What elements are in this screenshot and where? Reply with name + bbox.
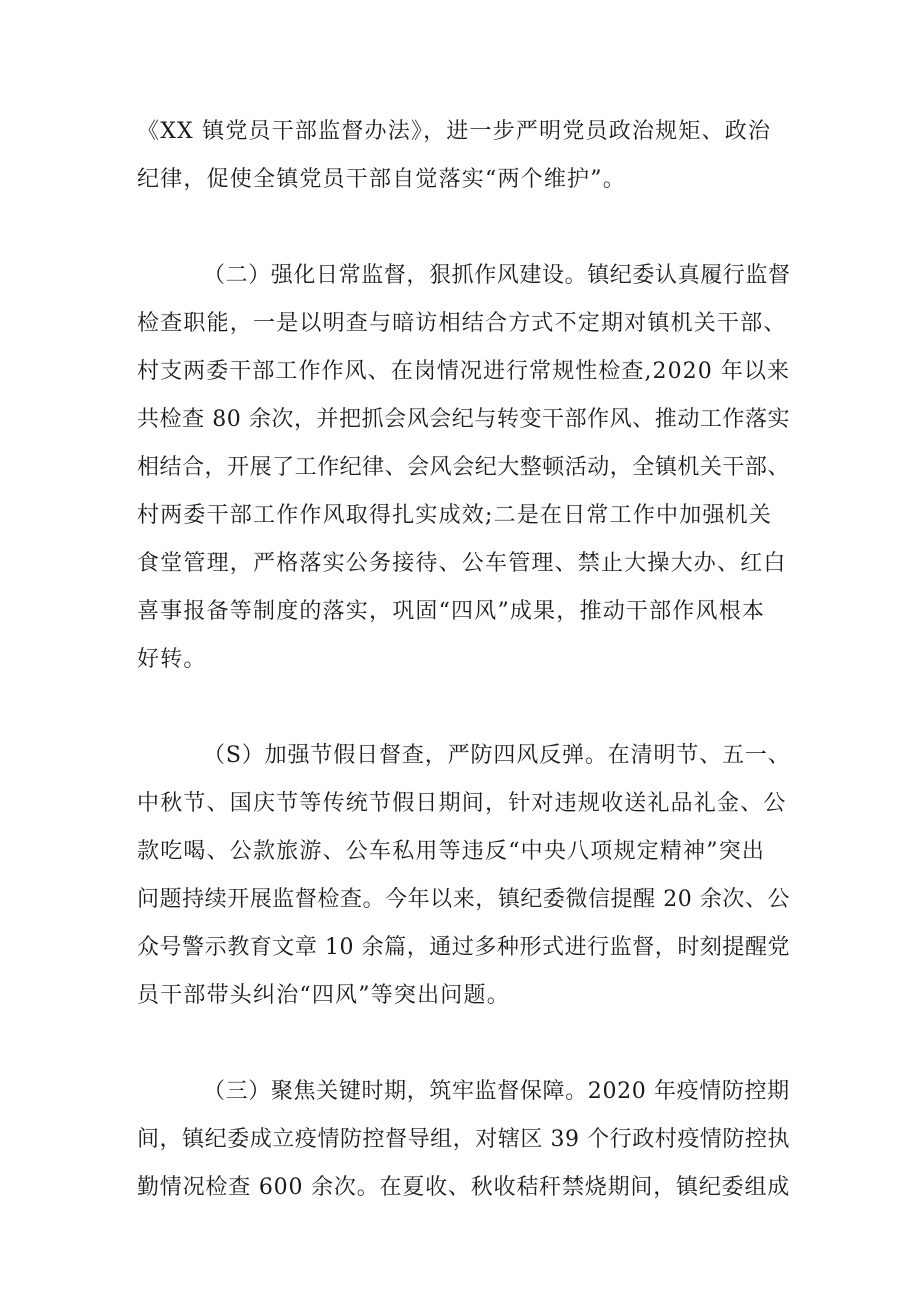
- paragraph-line: 纪律，促使全镇党员干部自觉落实“两个维护”。: [137, 167, 626, 192]
- paragraph-line: 中秋节、国庆节等传统节假日期间，针对违规收送礼品礼金、公: [137, 791, 787, 816]
- paragraph-line: （二）强化日常监督，狠抓作风建设。镇纪委认真履行监督: [203, 263, 791, 288]
- paragraph-line: 检查职能，一是以明查与暗访相结合方式不定期对镇机关干部、: [137, 311, 787, 336]
- paragraph-line: 问题持续开展监督检查。今年以来，镇纪委微信提醒 20 余次、公: [137, 887, 791, 912]
- paragraph-4: [137, 1068, 793, 1212]
- paragraph-line: 共检查 80 余次，并把抓会风会纪与转变干部作风、推动工作落实: [137, 407, 791, 432]
- paragraph-line: 相结合，开展了工作纪律、会风会纪大整顿活动，全镇机关干部、: [137, 455, 790, 480]
- paragraph-line: 村支两委干部工作作风、在岗情况进行常规性检查,2020 年以来: [137, 359, 791, 384]
- paragraph-line: 众号警示教育文章 10 余篇，通过多种形式进行监督，时刻提醒党: [137, 935, 791, 960]
- paragraph-line: 勤情况检查 600 余次。在夏收、秋收秸秆禁烧期间，镇纪委组成: [137, 1175, 791, 1200]
- paragraph-line: 喜事报备等制度的落实，巩固“四风”成果，推动干部作风根本: [137, 599, 766, 624]
- paragraph-line: 村两委干部工作作风取得扎实成效;二是在日常工作中加强机关: [137, 503, 773, 528]
- paragraph-line: 款吃喝、公款旅游、公车私用等违反“中央八项规定精神”突出: [137, 839, 766, 864]
- paragraph-line: 《XX 镇党员干部监督办法》，进一步严明党员政治规矩、政治: [137, 119, 772, 144]
- paragraph-line: 间，镇纪委成立疫情防控督导组，对辖区 39 个行政村疫情防控执: [137, 1127, 791, 1152]
- paragraph-line: （三）聚焦关键时期，筑牢监督保障。2020 年疫情防控期: [203, 1079, 790, 1104]
- paragraph-line: （S）加强节假日督查，严防四风反弹。在清明节、五一、: [203, 743, 791, 768]
- paragraph-1: [137, 108, 793, 204]
- paragraph-line: 员干部带头纠治“四风”等突出问题。: [137, 983, 510, 1008]
- paragraph-2: [137, 252, 793, 684]
- paragraph-line: 食堂管理，严格落实公务接待、公车管理、禁止大操大办、红白: [137, 551, 787, 576]
- paragraph-line: 好转。: [137, 647, 207, 672]
- paragraph-3: [137, 732, 793, 1020]
